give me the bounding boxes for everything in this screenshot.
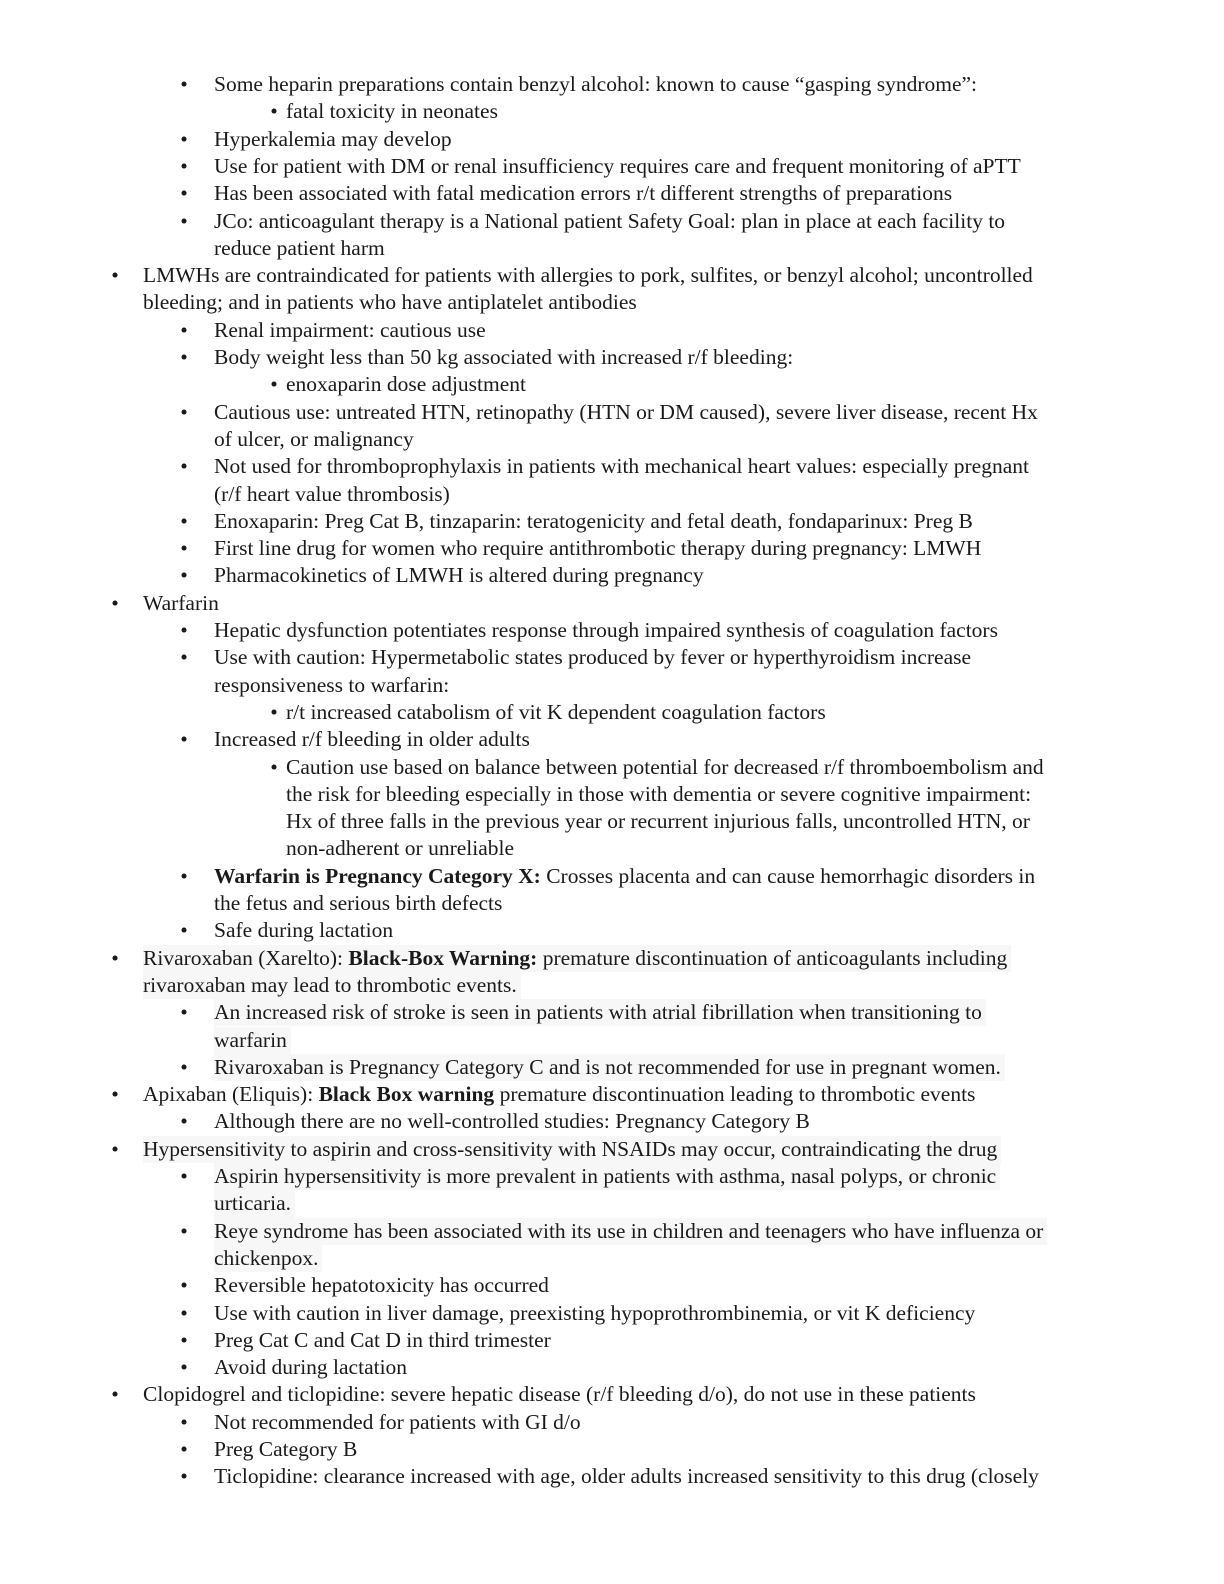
text: premature discontinuation of anticoagulants including <box>537 945 1008 970</box>
list-item-level-2 <box>214 535 981 562</box>
list-item-continuation-level-2 <box>214 1027 291 1054</box>
bullet-icon: • <box>180 1409 188 1434</box>
bullet-icon: • <box>111 1382 119 1407</box>
text: Apixaban (Eliquis): <box>143 1082 319 1107</box>
bullet-icon: • <box>180 863 188 888</box>
bullet-icon: • <box>180 1109 188 1134</box>
list-item-continuation-level-3 <box>286 808 1030 835</box>
bullet-icon: • <box>180 345 188 369</box>
list-item-level-2 <box>214 153 1021 180</box>
text: Avoid during lactation <box>214 1355 408 1380</box>
list-item-continuation-level-2 <box>214 1245 322 1272</box>
bullet-icon: • <box>180 1464 188 1489</box>
text: urticaria. <box>214 1191 291 1216</box>
bullet-icon: • <box>111 590 119 615</box>
text: warfarin <box>214 1027 287 1052</box>
text: Use with caution in liver damage, preexisting hypoprothrombinemia, or vit K deficiency <box>214 1300 976 1325</box>
list-item-level-2 <box>214 344 793 371</box>
list-item-level-2 <box>214 71 977 98</box>
text: Enoxaparin: Preg Cat B, tinzaparin: teratogenicity and fetal death, fondaparinux: Preg B <box>214 508 973 533</box>
bullet-icon: • <box>180 1355 188 1380</box>
bullet-icon: • <box>180 1000 188 1025</box>
bullet-icon: • <box>270 699 278 724</box>
list-item-level-2 <box>214 1218 1047 1245</box>
text: Not used for thromboprophylaxis in patients with mechanical heart values: especially pregnant <box>214 454 1029 479</box>
bullet-icon: • <box>180 181 188 206</box>
text: (r/f heart value thrombosis) <box>214 481 450 506</box>
text: fatal toxicity in neonates <box>286 99 498 124</box>
text: Aspirin hypersensitivity is more prevalent in patients with asthma, nasal polyps, or chronic <box>214 1164 997 1188</box>
list-item-level-2 <box>214 453 1029 480</box>
list-item-level-1 <box>143 262 1033 289</box>
text: Increased r/f bleeding in older adults <box>214 727 530 752</box>
list-item-continuation-level-1 <box>143 972 521 999</box>
text: Renal impairment: cautious use <box>214 317 486 342</box>
list-item-level-2 <box>214 917 393 944</box>
bullet-icon: • <box>270 754 278 779</box>
text: rivaroxaban may lead to thrombotic events. <box>143 972 517 997</box>
bullet-icon: • <box>180 1273 188 1298</box>
text: of ulcer, or malignancy <box>214 426 414 451</box>
list-item-level-2 <box>214 1108 810 1135</box>
text: Preg Category B <box>214 1437 358 1461</box>
bold-text: Black Box warning <box>318 1082 495 1107</box>
list-item-level-1 <box>143 945 1011 972</box>
list-item-level-1 <box>143 1136 1001 1163</box>
text: Body weight less than 50 kg associated with increased r/f bleeding: <box>214 345 794 369</box>
text: Warfarin <box>143 590 219 615</box>
text: r/t increased catabolism of vit K dependent coagulation factors <box>286 699 826 724</box>
list-item-continuation-level-3 <box>286 835 514 862</box>
text: non-adherent or unreliable <box>286 836 515 861</box>
text: Cautious use: untreated HTN, retinopathy (HTN or DM caused), severe liver disease, recent Hx <box>214 399 1038 424</box>
list-item-continuation-level-2 <box>214 426 414 453</box>
text: Hx of three falls in the previous year or recurrent injurious falls, uncontrolled HTN, or <box>286 809 1030 834</box>
list-item-level-2 <box>214 1327 551 1354</box>
text: Reye syndrome has been associated with its use in children and teenagers who have influenza or <box>214 1218 1044 1243</box>
text: Not recommended for patients with GI d/o <box>214 1409 581 1434</box>
bullet-icon: • <box>180 1164 188 1188</box>
list-item-level-2 <box>214 180 952 207</box>
list-item-level-2 <box>214 1354 407 1381</box>
text: Hypersensitivity to aspirin and cross-sensitivity with NSAIDs may occur, contraindicating the drug <box>143 1136 998 1161</box>
text: Safe during lactation <box>214 918 394 943</box>
text: Hepatic dysfunction potentiates response through impaired synthesis of coagulation factors <box>214 618 998 642</box>
bullet-icon: • <box>180 317 188 342</box>
list-item-level-2 <box>214 617 998 644</box>
list-item-level-2 <box>214 508 973 535</box>
text: JCo: anticoagulant therapy is a National patient Safety Goal: plan in place at each facility to <box>214 208 1006 233</box>
text: Use with caution: Hypermetabolic states produced by fever or hyperthyroidism increase <box>214 645 972 670</box>
text: Has been associated with fatal medication errors r/t different strengths of preparations <box>214 181 953 206</box>
text: Ticlopidine: clearance increased with age, older adults increased sensitivity to this drug (closely <box>214 1464 1039 1489</box>
list-item-level-2 <box>214 863 1035 890</box>
text: bleeding; and in patients who have antiplatelet antibodies <box>143 290 637 315</box>
list-item-level-1 <box>143 1381 976 1408</box>
list-item-level-2 <box>214 208 1005 235</box>
list-item-continuation-level-2 <box>214 672 449 699</box>
list-item-continuation-level-2 <box>214 1190 295 1217</box>
bullet-icon: • <box>180 563 188 588</box>
bullet-icon: • <box>111 945 119 970</box>
text: Use for patient with DM or renal insufficiency requires care and frequent monitoring of aPTT <box>214 153 1021 178</box>
text: the risk for bleeding especially in those with dementia or severe cognitive impairment: <box>286 781 1032 806</box>
list-item-level-2 <box>214 1409 581 1436</box>
text: Hyperkalemia may develop <box>214 126 452 151</box>
bullet-icon: • <box>180 1054 188 1079</box>
bullet-icon: • <box>270 372 278 397</box>
bullet-icon: • <box>180 208 188 233</box>
text: Clopidogrel and ticlopidine: severe hepatic disease (r/f bleeding d/o), do not use in these patients <box>143 1382 976 1407</box>
bullet-icon: • <box>180 645 188 670</box>
bullet-icon: • <box>180 1218 188 1243</box>
text: Pharmacokinetics of LMWH is altered during pregnancy <box>214 563 704 588</box>
text: An increased risk of stroke is seen in patients with atrial fibrillation when transitioning to <box>214 1000 982 1025</box>
bold-text: Warfarin is Pregnancy Category X: <box>214 863 541 888</box>
list-item-level-2 <box>214 399 1038 426</box>
list-item-level-1 <box>143 590 219 617</box>
bullet-icon: • <box>111 1136 119 1161</box>
list-item-level-3 <box>286 754 1044 781</box>
bullet-icon: • <box>180 126 188 151</box>
text: Reversible hepatotoxicity has occurred <box>214 1273 549 1298</box>
bold-text: Black-Box Warning: <box>348 945 538 970</box>
bullet-icon: • <box>180 1327 188 1352</box>
text: First line drug for women who require antithrombotic therapy during pregnancy: LMWH <box>214 536 982 561</box>
bullet-icon: • <box>180 153 188 178</box>
text: LMWHs are contraindicated for patients with allergies to pork, sulfites, or benzyl alcohol; uncontrolled <box>143 263 1033 288</box>
list-item-level-3 <box>286 371 526 398</box>
list-item-level-2 <box>214 126 452 153</box>
list-item-level-2 <box>214 999 986 1026</box>
list-item-level-3 <box>286 699 826 726</box>
list-item-level-2 <box>214 1463 1039 1490</box>
text: Although there are no well-controlled studies: Pregnancy Category B <box>214 1109 810 1134</box>
bullet-icon: • <box>180 918 188 943</box>
list-item-level-3 <box>286 98 498 125</box>
list-item-level-2 <box>214 1272 549 1299</box>
list-item-continuation-level-2 <box>214 890 502 917</box>
text: enoxaparin dose adjustment <box>286 372 527 397</box>
text: Preg Cat C and Cat D in third trimester <box>214 1327 551 1352</box>
list-item-level-2 <box>214 1300 975 1327</box>
bullet-icon: • <box>180 454 188 479</box>
list-item-continuation-level-3 <box>286 781 1031 808</box>
bullet-icon: • <box>180 1300 188 1325</box>
text: Rivaroxaban (Xarelto): <box>143 945 349 970</box>
list-item-level-2 <box>214 726 530 753</box>
list-item-level-2 <box>214 317 486 344</box>
list-item-continuation-level-1 <box>143 289 637 316</box>
bullet-icon: • <box>111 1082 119 1107</box>
bullet-icon: • <box>180 727 188 752</box>
list-item-continuation-level-2 <box>214 235 385 262</box>
text: chickenpox. <box>214 1245 319 1270</box>
list-item-level-2 <box>214 1436 357 1463</box>
list-item-level-2 <box>214 562 704 589</box>
list-item-continuation-level-2 <box>214 481 450 508</box>
list-item-level-2 <box>214 1163 1000 1190</box>
text: the fetus and serious birth defects <box>214 891 503 915</box>
bullet-icon: • <box>180 72 188 96</box>
text: responsiveness to warfarin: <box>214 672 450 697</box>
text: Some heparin preparations contain benzyl alcohol: known to cause “gasping syndrome”: <box>214 72 978 96</box>
text: reduce patient harm <box>214 235 385 260</box>
bullet-icon: • <box>180 536 188 561</box>
bullet-icon: • <box>180 1437 188 1461</box>
text: Rivaroxaban is Pregnancy Category C and is not recommended for use in pregnant women. <box>214 1054 1001 1079</box>
text: premature discontinuation leading to thrombotic events <box>494 1082 976 1107</box>
list-item-level-2 <box>214 644 971 671</box>
bullet-icon: • <box>270 99 278 124</box>
bullet-icon: • <box>111 263 119 288</box>
bullet-icon: • <box>180 508 188 533</box>
text: Caution use based on balance between potential for decreased r/f thromboembolism and <box>286 754 1044 779</box>
bullet-icon: • <box>180 399 188 424</box>
text: Crosses placenta and can cause hemorrhagic disorders in <box>540 863 1036 888</box>
bullet-icon: • <box>180 618 188 642</box>
list-item-level-1 <box>143 1081 975 1108</box>
list-item-level-2 <box>214 1054 1005 1081</box>
